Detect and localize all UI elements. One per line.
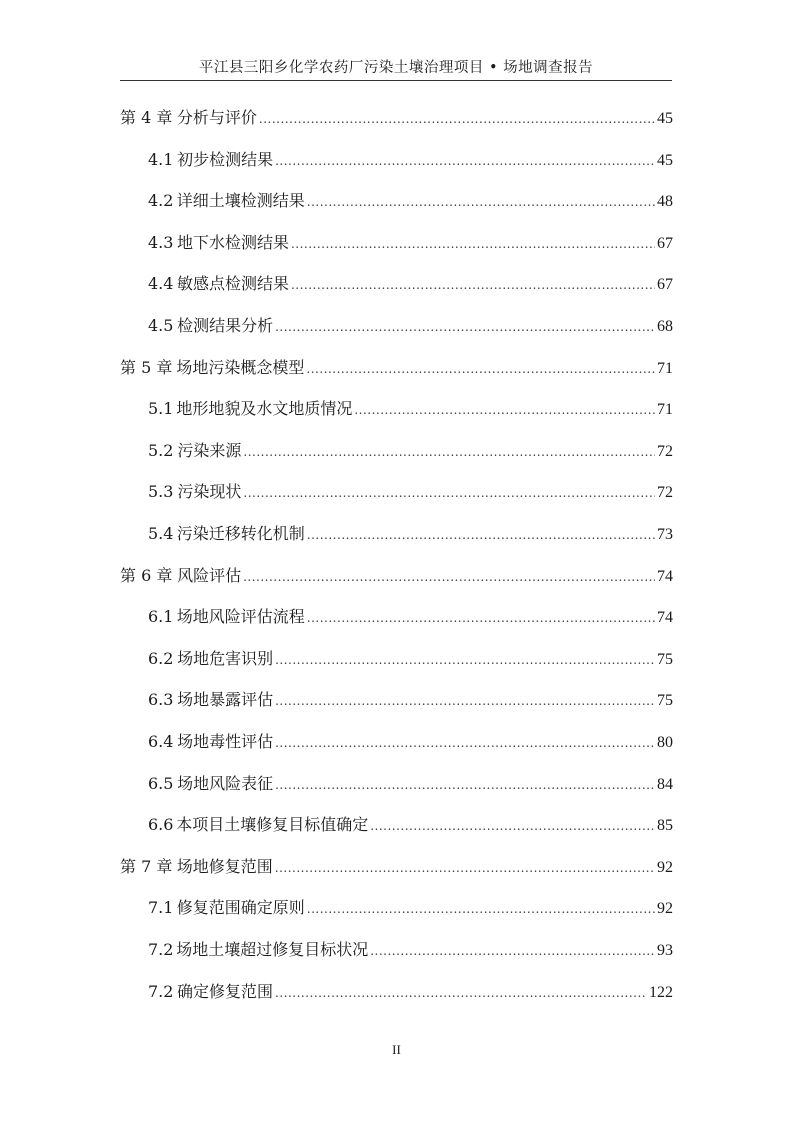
toc-entry-number: 第 4 章 bbox=[120, 108, 173, 127]
toc-entry-number: 7.2 bbox=[148, 940, 174, 959]
toc-entry-page: 73 bbox=[657, 526, 673, 543]
running-header: 平江县三阳乡化学农药厂污染土壤治理项目 • 场地调查报告 bbox=[198, 60, 594, 76]
toc-entry-page: 74 bbox=[657, 567, 673, 585]
toc-section-entry bbox=[148, 898, 673, 918]
toc-entry-number: 5.1 bbox=[148, 399, 174, 419]
toc-entry-page: 80 bbox=[657, 734, 673, 751]
toc-section-entry bbox=[148, 815, 673, 835]
toc-entry-page: 75 bbox=[657, 692, 673, 710]
toc-entry-title: 修复范围确定原则 bbox=[176, 898, 305, 918]
toc-leader-dots bbox=[354, 400, 655, 420]
toc-entry-number: 6.1 bbox=[148, 607, 174, 627]
toc-entry-page: 72 bbox=[657, 484, 673, 502]
toc-leader-dots bbox=[370, 941, 655, 961]
toc-section-entry bbox=[148, 191, 673, 211]
toc-entry-number: 6.2 bbox=[148, 648, 174, 668]
toc-entry-number: 4.3 bbox=[148, 232, 174, 252]
toc-section-entry bbox=[148, 524, 673, 544]
toc-entry-page: 68 bbox=[657, 318, 673, 335]
toc-entry-title: 场地危害识别 bbox=[177, 648, 274, 668]
toc-entry-page: 85 bbox=[657, 817, 673, 835]
toc-entry-number: 6.3 bbox=[148, 690, 174, 710]
toc-entry-page: 92 bbox=[657, 858, 673, 876]
toc-leader-dots bbox=[259, 109, 655, 129]
toc-entry-page: 48 bbox=[657, 193, 673, 211]
toc-chapter-entry bbox=[120, 108, 673, 128]
toc-entry-title: 场地毒性评估 bbox=[177, 732, 274, 751]
toc-entry-title: 场地修复范围 bbox=[176, 856, 273, 876]
toc-entry-number: 6.4 bbox=[148, 732, 174, 751]
toc-entry-page: 74 bbox=[657, 609, 673, 627]
toc-entry-page: 67 bbox=[657, 234, 673, 252]
toc-leader-dots bbox=[307, 899, 655, 919]
toc-leader-dots bbox=[275, 650, 655, 670]
toc-section-entry bbox=[148, 399, 673, 419]
toc-section-entry bbox=[148, 441, 673, 461]
toc-entry-title: 场地风险表征 bbox=[177, 773, 274, 793]
toc-entry-title: 确定修复范围 bbox=[177, 981, 274, 1001]
toc-leader-dots bbox=[275, 858, 655, 878]
toc-leader-dots bbox=[306, 359, 655, 379]
toc-entry-number: 4.5 bbox=[148, 316, 174, 335]
toc-entry-title: 分析与评价 bbox=[176, 108, 257, 127]
toc-leader-dots bbox=[275, 691, 655, 711]
toc-entry-number: 7.2 bbox=[148, 981, 174, 1001]
toc-leader-dots bbox=[291, 275, 655, 295]
toc-entry-title: 本项目土壤修复目标值确定 bbox=[176, 815, 369, 835]
toc-section-entry bbox=[148, 607, 673, 627]
toc-leader-dots bbox=[275, 317, 655, 337]
toc-entry-number: 第 5 章 bbox=[120, 357, 173, 377]
toc-section-entry bbox=[148, 982, 673, 1002]
toc-entry-number: 5.3 bbox=[148, 482, 174, 502]
toc-entry-number: 4.1 bbox=[148, 149, 174, 169]
toc-entry-page: 71 bbox=[657, 401, 673, 419]
toc-entry-title: 初步检测结果 bbox=[177, 149, 274, 169]
toc-entry-page: 122 bbox=[649, 983, 673, 1001]
toc-section-entry bbox=[148, 233, 673, 253]
toc-chapter-entry bbox=[120, 358, 673, 378]
toc-leader-dots bbox=[370, 816, 655, 836]
toc-entry-title: 风险评估 bbox=[177, 565, 242, 585]
toc-entry-title: 场地暴露评估 bbox=[177, 690, 274, 710]
toc-entry-page: 45 bbox=[657, 151, 673, 169]
toc-entry-number: 4.4 bbox=[148, 274, 174, 294]
toc-leader-dots bbox=[275, 775, 655, 795]
toc-entry-title: 检测结果分析 bbox=[177, 316, 274, 335]
toc-entry-number: 4.2 bbox=[148, 191, 174, 211]
toc-entry-number: 第 7 章 bbox=[120, 856, 173, 876]
toc-leader-dots bbox=[275, 151, 655, 171]
toc-entry-title: 地下水检测结果 bbox=[176, 232, 289, 252]
toc-chapter-entry bbox=[120, 857, 673, 877]
toc-entry-page: 67 bbox=[657, 276, 673, 294]
toc-entry-number: 5.2 bbox=[148, 440, 174, 460]
toc-entry-number: 6.5 bbox=[148, 773, 174, 793]
toc-entry-title: 场地风险评估流程 bbox=[176, 607, 305, 627]
toc-entry-number: 7.1 bbox=[148, 898, 174, 918]
toc-entry-page: 71 bbox=[657, 359, 673, 377]
toc-leader-dots bbox=[243, 483, 655, 503]
toc-entry-number: 6.6 bbox=[148, 815, 174, 835]
toc-section-entry bbox=[148, 774, 673, 794]
toc-entry-title: 场地土壤超过修复目标状况 bbox=[176, 940, 369, 959]
toc-entry-page: 72 bbox=[657, 442, 673, 460]
toc-chapter-entry bbox=[120, 566, 673, 586]
toc-section-entry bbox=[148, 940, 673, 960]
toc-leader-dots bbox=[275, 733, 655, 753]
toc-section-entry bbox=[148, 690, 673, 710]
toc-entry-page: 75 bbox=[657, 650, 673, 668]
toc-leader-dots bbox=[243, 442, 655, 462]
toc-entry-page: 45 bbox=[657, 110, 673, 127]
toc-section-entry bbox=[148, 482, 673, 502]
toc-entry-title: 污染来源 bbox=[177, 440, 242, 460]
toc-entry-title: 场地污染概念模型 bbox=[176, 357, 305, 377]
toc-entry-title: 敏感点检测结果 bbox=[176, 274, 289, 294]
toc-leader-dots bbox=[291, 234, 655, 254]
toc-section-entry bbox=[148, 649, 673, 669]
toc-leader-dots bbox=[307, 192, 655, 212]
toc-entry-number: 第 6 章 bbox=[120, 565, 173, 585]
toc-section-entry bbox=[148, 732, 673, 752]
toc-entry-title: 地形地貌及水文地质情况 bbox=[176, 399, 353, 419]
page-number: II bbox=[392, 1042, 401, 1057]
toc-entry-title: 详细土壤检测结果 bbox=[176, 191, 305, 211]
toc-entry-number: 5.4 bbox=[148, 524, 174, 543]
toc-section-entry bbox=[148, 150, 673, 170]
toc-entry-title: 污染现状 bbox=[177, 482, 242, 502]
toc-section-entry bbox=[148, 274, 673, 294]
toc-entry-page: 84 bbox=[657, 775, 673, 793]
toc-leader-dots bbox=[243, 567, 655, 587]
toc-section-entry bbox=[148, 316, 673, 336]
toc-entry-title: 污染迁移转化机制 bbox=[176, 524, 305, 543]
toc-leader-dots bbox=[307, 608, 655, 628]
toc-entry-page: 92 bbox=[657, 900, 673, 918]
toc-leader-dots bbox=[275, 983, 647, 1003]
toc-entry-page: 93 bbox=[657, 942, 673, 959]
toc-leader-dots bbox=[307, 525, 655, 545]
